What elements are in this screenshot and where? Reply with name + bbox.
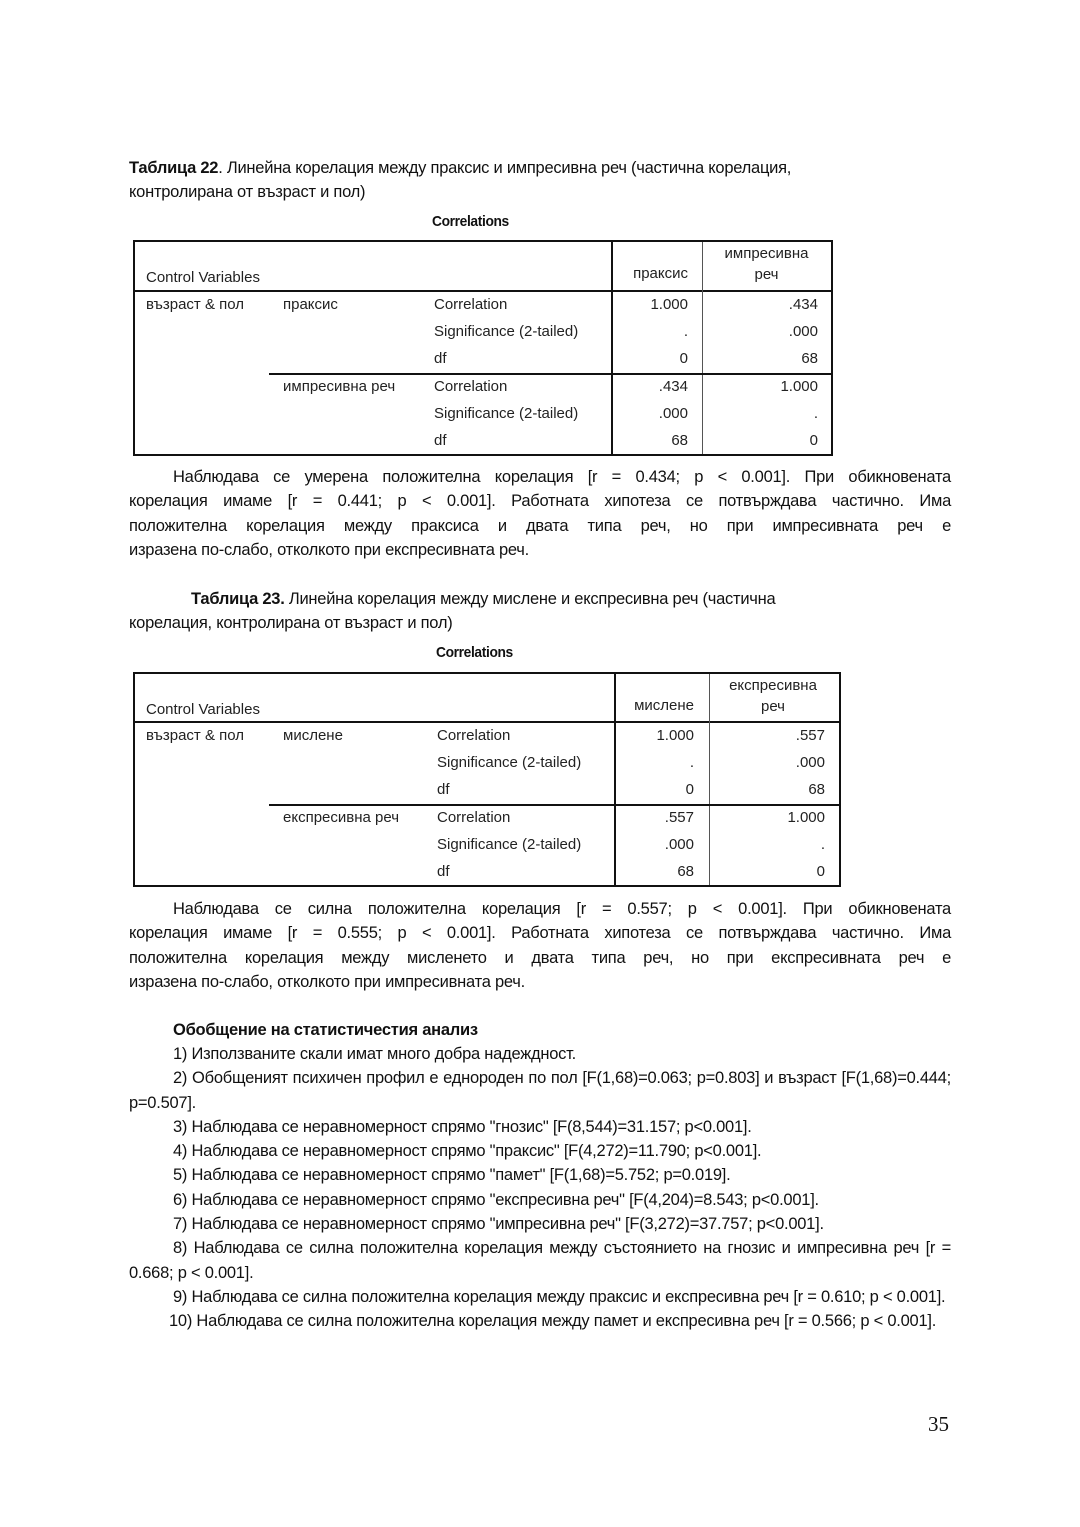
summary-item: 2) Обобщеният психичен профил е еднороден по пол [F(1,68)=0.063; p=0.803] и възраст [F(1,68)=0.444; p=0.507]. xyxy=(129,1069,951,1112)
summary-item: 10) Наблюдава се силна положителна корелация между памет и експресивна реч [r = 0.566; p < 0.001]. xyxy=(169,1312,937,1331)
table-cell: 1.000 xyxy=(656,727,694,744)
table23-header-divider xyxy=(135,721,839,723)
column-header-impressive-line2: реч xyxy=(754,266,779,283)
table-cell: . xyxy=(820,836,825,853)
table22-header-divider xyxy=(135,290,831,292)
table-cell: 1.000 xyxy=(650,296,688,313)
summary-item: 6) Наблюдава се неравномерност спрямо "експресивна реч" [F(4,204)=8.543; p<0.001]. xyxy=(173,1190,819,1209)
table-cell: .557 xyxy=(664,809,694,826)
table-cell: 0 xyxy=(685,781,694,798)
row-variable-expressive-speech: експресивна реч xyxy=(283,809,400,826)
control-variable-label: възраст & пол xyxy=(146,727,245,744)
table-cell: . xyxy=(813,405,818,422)
summary-list xyxy=(129,1042,951,1334)
stat-label: Correlation xyxy=(437,809,511,826)
summary-item: 5) Наблюдава се неравномерност спрямо "памет" [F(1,68)=5.752; p=0.019]. xyxy=(173,1166,731,1185)
column-header-expressive-line1: експресивна xyxy=(729,677,817,694)
summary-item: 8) Наблюдава се силна положителна корелация между състоянието на гнозис и импресивна реч [r = 0.668; p < 0.001]. xyxy=(129,1239,951,1282)
table22-interpretation: Наблюдава се умерена положителна корелация [r = 0.434; p < 0.001]. При обикновената корелация имаме [r = 0.441; p < 0.001]. Работната хипотеза се потвърждава частично. Има положителна корелация между праксиса и двата типа реч, но при импресивната реч е изразена по-слабо, отколкото при експресивната реч. xyxy=(129,468,951,559)
table-cell: 0 xyxy=(679,350,688,367)
stat-label: df xyxy=(437,781,450,798)
stat-label: Significance (2-tailed) xyxy=(437,836,582,853)
table22-caption-label: Таблица 22 xyxy=(129,159,219,177)
page-number: 35 xyxy=(928,1412,949,1436)
table-cell: .557 xyxy=(795,727,825,744)
stat-label: Correlation xyxy=(434,378,508,395)
table-cell: .434 xyxy=(658,378,688,395)
table-cell: 68 xyxy=(808,781,825,798)
summary-heading: Обобщение на статистичестия анализ xyxy=(173,1021,478,1039)
table-cell: 0 xyxy=(809,432,818,449)
table-cell: . xyxy=(683,323,688,340)
summary-item: 9) Наблюдава се силна положителна корелация между праксис и експресивна реч [r = 0.610; p < 0.001]. xyxy=(173,1287,946,1306)
control-variable-label: възраст & пол xyxy=(146,296,245,313)
column-header-praksis: праксис xyxy=(633,265,688,282)
table22-caption: Таблица 22. Линейна корелация между праксис и импресивна реч (частична корелация, контролирана от възраст и пол) xyxy=(129,159,792,202)
row-variable-impressive-speech: импресивна реч xyxy=(283,378,396,395)
row-variable-praksis: праксис xyxy=(283,296,338,313)
table23-title: Correlations xyxy=(436,644,513,661)
table-cell: .000 xyxy=(664,836,694,853)
table23-correlations xyxy=(133,672,841,887)
table22-title: Correlations xyxy=(432,213,509,230)
stat-label: Correlation xyxy=(437,727,511,744)
table-cell: .000 xyxy=(795,754,825,771)
stat-label: df xyxy=(434,432,447,449)
stat-label: Significance (2-tailed) xyxy=(434,405,579,422)
stat-label: Significance (2-tailed) xyxy=(434,323,579,340)
summary-item: 4) Наблюдава се неравномерност спрямо "праксис" [F(4,272)=11.790; p<0.001]. xyxy=(173,1142,762,1161)
stat-label: Correlation xyxy=(434,296,508,313)
stat-label: Significance (2-tailed) xyxy=(437,754,582,771)
summary-item: 1) Използваните скали имат много добра надеждност. xyxy=(173,1045,576,1063)
table-cell: 68 xyxy=(677,863,694,880)
column-header-expressive-line2: реч xyxy=(760,698,785,715)
table23-interpretation: Наблюдава се силна положителна корелация [r = 0.557; p < 0.001]. При обикновената корелация имаме [r = 0.555; p < 0.001]. Работната хипотеза се потвърждава частично. Има положителна корелация между мисленето и двата типа реч, но при експресивната реч е изразена по-слабо, отколкото при импресивната реч. xyxy=(129,900,951,991)
stat-label: df xyxy=(437,863,450,880)
table-cell: .000 xyxy=(788,323,818,340)
summary-item: 7) Наблюдава се неравномерност спрямо "импресивна реч" [F(3,272)=37.757; p<0.001]. xyxy=(173,1215,824,1234)
table-cell: .434 xyxy=(788,296,818,313)
table-cell: .000 xyxy=(658,405,688,422)
table23-row-divider xyxy=(269,804,839,806)
table-cell: 0 xyxy=(816,863,825,880)
table-cell: 68 xyxy=(671,432,688,449)
row-variable-thinking: мислене xyxy=(283,727,343,744)
column-header-thinking: мислене xyxy=(634,697,694,714)
table22-row-divider xyxy=(269,373,831,375)
table23-caption-label: Таблица 23. xyxy=(191,590,285,608)
table-cell: 1.000 xyxy=(787,809,825,826)
table23-caption: Таблица 23. Линейна корелация между мислене и експресивна реч (частична корелация, контролирана от възраст и пол) xyxy=(129,590,776,633)
table-cell: 68 xyxy=(801,350,818,367)
stat-label: df xyxy=(434,350,447,367)
table22-correlations xyxy=(133,240,833,456)
table-cell: . xyxy=(689,754,694,771)
control-variables-header: Control Variables xyxy=(146,701,260,718)
column-header-impressive-line1: импресивна xyxy=(724,245,809,262)
table-cell: 1.000 xyxy=(780,378,818,395)
control-variables-header: Control Variables xyxy=(146,269,260,286)
summary-item: 3) Наблюдава се неравномерност спрямо "гнозис" [F(8,544)=31.157; p<0.001]. xyxy=(173,1117,752,1136)
